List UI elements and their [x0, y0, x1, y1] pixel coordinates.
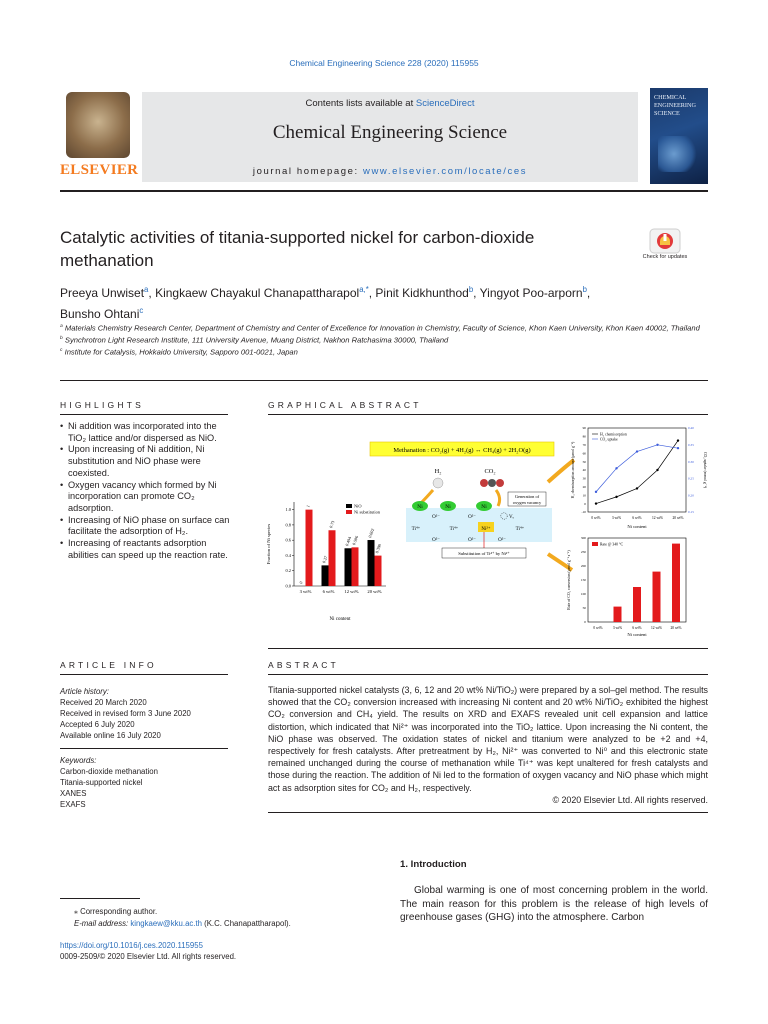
- graphical-abstract-heading: GRAPHICAL ABSTRACT: [268, 400, 422, 410]
- c2-y-tick-label-left: 50: [582, 459, 586, 464]
- c3-x-tick-label: 20 wt%: [670, 626, 682, 630]
- chart-ni-species-fraction: [266, 502, 386, 622]
- ni-label: Ni: [417, 504, 423, 510]
- email-label: E-mail address:: [74, 918, 131, 928]
- keyword: XANES: [60, 789, 87, 798]
- masthead-rule: [60, 190, 708, 192]
- journal-title: Chemical Engineering Science: [272, 122, 508, 143]
- c3-bar: [653, 572, 661, 622]
- c2-y-tick-label-left: 10: [582, 493, 586, 498]
- c1-data-label: 1: [305, 504, 311, 508]
- graphical-abstract-figure[interactable]: [258, 420, 708, 646]
- c1-legend-swatch-ni-sub: [346, 510, 352, 514]
- c2-y-label-right: CO₂ uptake (mmol g⁻¹): [703, 452, 707, 488]
- highlight-item: • Oxygen vacancy which formed by Ni incorporation can promote CO₂ adsorption.: [60, 480, 232, 515]
- contents-prefix: Contents lists available at: [305, 98, 416, 109]
- graphical-abstract-rule: [268, 414, 708, 415]
- keywords-label: Keywords:: [60, 756, 97, 765]
- c1-bar: [306, 510, 313, 586]
- h2-label: H₂: [434, 468, 442, 475]
- o2-label: O²⁻: [432, 515, 440, 520]
- abstract-copyright: © 2020 Elsevier Ltd. All rights reserved.: [552, 795, 708, 805]
- keyword: EXAFS: [60, 800, 86, 809]
- c2-point: [595, 491, 597, 493]
- issn-line: 0009-2509/© 2020 Elsevier Ltd. All rights reserved.: [60, 952, 237, 961]
- footnote-rule: [60, 898, 140, 899]
- c2-x-tick-label: 20 wt%: [672, 516, 684, 520]
- c3-y-tick-label: 300: [580, 536, 586, 541]
- keywords: [60, 755, 240, 810]
- ti4-label: Ti⁴⁺: [411, 527, 421, 532]
- c2-y-tick-label-left: 0: [584, 501, 586, 506]
- introduction-heading: 1. Introduction: [400, 859, 467, 870]
- c3-legend-rate: Rate @ 340 °C: [600, 542, 624, 547]
- masthead-banner: [142, 92, 638, 182]
- chart-h2-co2-uptake: [571, 426, 707, 529]
- substitution-label: Substitution of Ti⁴⁺ by Ni²⁺: [458, 551, 510, 556]
- footnotes: [60, 906, 360, 929]
- elsevier-tree-icon: [66, 92, 130, 158]
- c2-point: [677, 447, 679, 449]
- h2-molecule-icon: [433, 478, 443, 488]
- ti4-label: Ti⁴⁺: [515, 527, 525, 532]
- vacancy-label-line-1: Generation of: [514, 494, 540, 499]
- co2-molecule-icon: [496, 479, 504, 487]
- crossmark-icon: [648, 228, 682, 254]
- ni-label: Ni: [445, 504, 451, 510]
- keyword: Carbon-dioxide methanation: [60, 767, 158, 776]
- author-name[interactable]: Bunsho Ohtani: [60, 307, 140, 321]
- affiliation-marker: c: [60, 348, 63, 354]
- author-separator: ,: [473, 286, 480, 300]
- author-affiliation-marker[interactable]: a: [144, 285, 149, 294]
- introduction-text: Global warming is one of most concerning problem in the world. The main reason for this problem is the release of high levels of greenhouse gases (GHG) into the atmosphere. Carbon: [400, 885, 708, 924]
- c1-bar: [329, 530, 336, 586]
- c2-x-tick-label: 0 wt%: [591, 516, 601, 520]
- homepage-link[interactable]: www.elsevier.com/locate/ces: [363, 166, 528, 177]
- co2-molecule-icon: [488, 479, 496, 487]
- co2-label: CO₂: [484, 468, 496, 475]
- email-note: [60, 918, 360, 930]
- affiliation-text: Institute for Catalysis, Hokkaido University, Sapporo 001-0021, Japan: [64, 347, 298, 357]
- highlights-rule: [60, 414, 228, 415]
- c3-x-tick-label: 0 wt%: [593, 626, 603, 630]
- homepage-prefix: journal homepage:: [252, 166, 364, 177]
- c2-point: [636, 487, 638, 489]
- c1-y-tick-label: 0.2: [285, 568, 291, 574]
- contents-line: [142, 98, 638, 109]
- c1-legend-ni-sub: Ni substitution: [354, 509, 380, 515]
- c1-y-tick-label: 0.0: [285, 583, 291, 589]
- c2-point: [656, 444, 658, 446]
- chart-co2-conversion-rate: [567, 536, 686, 637]
- c1-y-tick-label: 1.0: [285, 507, 291, 513]
- c2-point: [656, 469, 658, 471]
- c2-y-tick-label-left: 90: [582, 426, 586, 431]
- o2-label: O²⁻: [468, 515, 476, 520]
- c1-data-label: 0.27: [321, 555, 329, 564]
- vacancy-symbol: Vₒ: [509, 515, 515, 520]
- c3-y-label: Rate of CO₂ conversion (µmol g⁻¹ s⁻¹): [567, 550, 571, 610]
- c2-y-tick-label-left: -10: [581, 510, 586, 515]
- affiliation: [60, 334, 708, 346]
- doi-link[interactable]: https://doi.org/10.1016/j.ces.2020.115955: [60, 941, 203, 950]
- c1-bar: [352, 547, 359, 586]
- abstract-bottom-rule: [268, 812, 708, 813]
- c3-x-tick-label: 12 wt%: [650, 626, 663, 630]
- graphical-abstract-bottom-rule: [268, 648, 708, 649]
- journal-homepage: [142, 166, 638, 177]
- c2-series-line: [596, 441, 678, 504]
- highlight-item: • Ni addition was incorporated into the TiO₂ lattice and/or dispersed as NiO.: [60, 421, 232, 444]
- article-info-divider: [60, 748, 228, 749]
- co2-molecule-icon: [480, 479, 488, 487]
- c2-legend-co2: CO₂ uptake: [600, 437, 618, 442]
- c3-bar: [614, 607, 622, 622]
- sciencedirect-link[interactable]: ScienceDirect: [415, 98, 475, 109]
- author-affiliation-marker[interactable]: c: [139, 306, 144, 315]
- affiliation-text: Materials Chemistry Research Center, Department of Chemistry and Center of Excellence for Innovation in Chemistry, Faculty of Science, Khon Kaen University, Khon Kaen 40002, Thailand: [64, 323, 700, 333]
- affiliation: [60, 346, 708, 358]
- c2-y-tick-label-right: 0.35: [688, 443, 694, 447]
- history-entry: Accepted 6 July 2020: [60, 720, 135, 729]
- c1-bar: [375, 556, 382, 586]
- c2-x-label: Ni content: [627, 524, 647, 529]
- c1-y-tick-label: 0.4: [285, 552, 291, 558]
- c2-y-tick-label-right: 0.20: [688, 493, 694, 498]
- c1-bar: [345, 548, 352, 586]
- c1-x-tick-label: 6 wt%: [322, 589, 335, 594]
- c3-y-tick-label: 100: [580, 592, 586, 597]
- author-separator: ,: [148, 286, 156, 300]
- ni2-label: Ni²⁺: [481, 527, 491, 532]
- c2-point: [677, 439, 679, 441]
- c2-y-tick-label-right: 0.40: [688, 426, 694, 431]
- abstract-text: Titania-supported nickel catalysts (3, 6, 12 and 20 wt% Ni/TiO₂) were prepared by a sol–gel method. The results showed that the CO₂ conversion increased with increasing Ni content and 20 wt% Ni/TiO₂ exhibited the highest CO₂ conversion and CH₄ yield. The results on XRD and EXAFS revealed unit cell expansion and lattice distortion, which indicated that Ni²⁺ was incorporated into the TiO₂ lattice. Upon increasing the Ni content, the NiO phase was observed. The oxidation states of nickel and titanium were analyzed to be +2 and +4, respectively for fresh catalysts. After pretreatment by H₂, Ni²⁺ was converted to Ni⁰ and this electronic state remained unchanged during the course of methanation while Ti⁴⁺ was kept unaltered for fresh catalysts and those during the reaction. The addition of Ni led to the formation of oxygen vacancy and NiO phase which might act as adsorption sites for CO₂ and H₂, respectively.: [268, 685, 708, 793]
- c1-data-label: 0.494: [344, 536, 353, 547]
- highlight-item: • Upon increasing of Ni addition, Ni substitution and NiO phase were coexisted.: [60, 444, 232, 479]
- author-name[interactable]: Preeya Unwiset: [60, 286, 145, 300]
- ti4-label: Ti⁴⁺: [449, 527, 459, 532]
- c2-y-tick-label-right: 0.30: [688, 459, 694, 464]
- c3-x-label: Ni content: [627, 632, 647, 637]
- elsevier-logo: [60, 88, 139, 184]
- history-label: Article history:: [60, 687, 109, 696]
- affiliation-marker: b: [60, 336, 63, 342]
- c1-y-label: Fraction of Ni species: [266, 523, 271, 565]
- article-info-rule: [60, 674, 228, 675]
- vacancy-label-line-2: oxygen vacancy: [512, 500, 542, 505]
- abstract-rule: [268, 674, 708, 675]
- c2-y-tick-label-right: 0.25: [688, 476, 694, 481]
- author-name[interactable]: Pinit Kidkhunthod: [375, 286, 469, 300]
- c3-y-tick-label: 50: [582, 606, 586, 611]
- c1-legend-swatch-nio: [346, 504, 352, 508]
- c2-y-tick-label-left: 70: [582, 443, 586, 447]
- article-info-heading: ARTICLE INFO: [60, 660, 157, 670]
- c1-legend-nio: NiO: [354, 503, 362, 509]
- author-affiliation-marker[interactable]: b: [468, 285, 474, 294]
- c2-legend-h2: H₂ chemisorption: [600, 432, 627, 437]
- masthead: [60, 88, 708, 184]
- highlights-heading: HIGHLIGHTS: [60, 400, 144, 410]
- author-affiliation-marker[interactable]: b: [582, 285, 587, 294]
- author-separator: ,: [368, 286, 376, 300]
- c3-y-tick-label: 150: [580, 578, 586, 583]
- reaction-equation: Methanation : CO₂(g) + 4H₂(g) ↔ CH₄(g) + 2H₂O(g): [393, 447, 531, 454]
- c1-x-tick-label: 20 wt%: [367, 589, 382, 594]
- c2-y-tick-label-left: 60: [582, 451, 586, 456]
- journal-reference-link[interactable]: Chemical Engineering Science 228 (2020) 115955: [289, 58, 479, 68]
- ni-label: Ni: [481, 504, 487, 510]
- corresponding-author-note: ⁎ Corresponding author.: [74, 907, 158, 916]
- c3-x-tick-label: 3 wt%: [612, 626, 623, 630]
- c2-x-tick-label: 12 wt%: [651, 516, 664, 520]
- history-entry: Received in revised form 3 June 2020: [60, 709, 191, 718]
- highlights-list: [60, 421, 232, 561]
- c3-x-tick-label: 6 wt%: [632, 626, 642, 630]
- o2-label: O²⁻: [468, 538, 476, 543]
- publisher-name: ELSEVIER: [60, 162, 139, 178]
- co2-arrow-icon: [496, 490, 500, 506]
- c2-y-tick-label-left: 80: [582, 434, 586, 439]
- author-name[interactable]: Kingkaew Chayakul Chanapattharapol: [155, 286, 360, 300]
- affiliation: [60, 322, 708, 334]
- c1-x-tick-label: 12 wt%: [344, 589, 359, 594]
- c2-y-tick-label-left: 30: [582, 476, 586, 481]
- c3-legend-swatch: [592, 542, 598, 546]
- c2-point: [615, 496, 617, 498]
- c1-bar: [322, 565, 329, 586]
- crossmark-label: Check for updates: [642, 254, 688, 260]
- cover-title-line: SCIENCE: [654, 109, 680, 117]
- c1-data-label: 0.73: [328, 520, 336, 529]
- c1-data-label: 0.506: [351, 535, 360, 546]
- highlight-item: • Increasing of NiO phase on surface can facilitate the adsorption of H₂.: [60, 515, 232, 538]
- author-affiliation-marker[interactable]: a,*: [359, 285, 369, 294]
- c1-y-tick-label: 0.6: [285, 537, 291, 543]
- email-owner: (K.C. Chanapattharapol).: [201, 918, 291, 928]
- email-link[interactable]: kingkaew@kku.ac.th: [130, 918, 202, 928]
- affiliations: [60, 322, 708, 358]
- c2-point: [615, 467, 617, 469]
- c3-y-tick-label: 250: [580, 550, 586, 555]
- methanation-scheme: [370, 442, 574, 570]
- c2-y-tick-label-left: 20: [582, 485, 586, 489]
- article-history: [60, 686, 240, 741]
- cover-art: [658, 136, 698, 172]
- affiliation-marker: a: [60, 324, 63, 329]
- o2-label: O²⁻: [432, 538, 440, 543]
- cover-title-line: ENGINEERING: [654, 101, 696, 109]
- affiliation-rule: [60, 380, 708, 381]
- article-title: Catalytic activities of titania-supported nickel for carbon-dioxide methanation: [60, 228, 535, 270]
- c2-point: [636, 450, 638, 452]
- cover-title-line: CHEMICAL: [654, 94, 687, 101]
- author-separator: ,: [586, 286, 591, 300]
- keyword: Titania-supported nickel: [60, 778, 143, 787]
- abstract-heading: ABSTRACT: [268, 660, 339, 670]
- c2-y-tick-label-left: 40: [582, 468, 586, 473]
- c2-y-tick-label-right: 0.15: [688, 510, 694, 515]
- c2-y-label-left: H₂ chemisorption amount (µmol g⁻¹): [571, 441, 575, 499]
- highlight-item: • Increasing of reactants adsorption abilities can speed up the reaction rate.: [60, 538, 232, 561]
- journal-cover-image[interactable]: [650, 88, 708, 184]
- c3-y-tick-label: 200: [580, 564, 586, 569]
- c2-x-tick-label: 6 wt%: [632, 516, 642, 520]
- history-entry: Available online 16 July 2020: [60, 731, 161, 740]
- affiliation-text: Synchrotron Light Research Institute, 111 University Avenue, Muang District, Nakhon Ratchasima 30000, Thailand: [64, 335, 449, 345]
- author-list: [60, 281, 708, 323]
- c1-x-tick-label: 3 wt%: [299, 589, 312, 594]
- c1-data-label: 0.398: [374, 543, 383, 554]
- history-entry: Received 20 March 2020: [60, 698, 147, 707]
- c1-y-tick-label: 0.8: [285, 522, 291, 528]
- c3-y-tick-label: 0: [584, 620, 586, 625]
- c1-x-label: Ni content: [329, 617, 351, 622]
- c2-x-tick-label: 3 wt%: [611, 516, 622, 520]
- o2-label: O²⁻: [498, 538, 506, 543]
- c3-bar: [633, 587, 641, 622]
- doi-block: [60, 940, 360, 962]
- c3-bar: [672, 544, 680, 622]
- check-for-updates-button[interactable]: [642, 228, 688, 266]
- cover-title: [654, 94, 706, 117]
- author-name[interactable]: Yingyot Poo-arporn: [479, 286, 583, 300]
- c1-data-label: 0.602: [367, 527, 376, 539]
- c2-point: [595, 502, 597, 504]
- c1-bar: [368, 540, 375, 586]
- c1-data-label: 0: [298, 580, 304, 585]
